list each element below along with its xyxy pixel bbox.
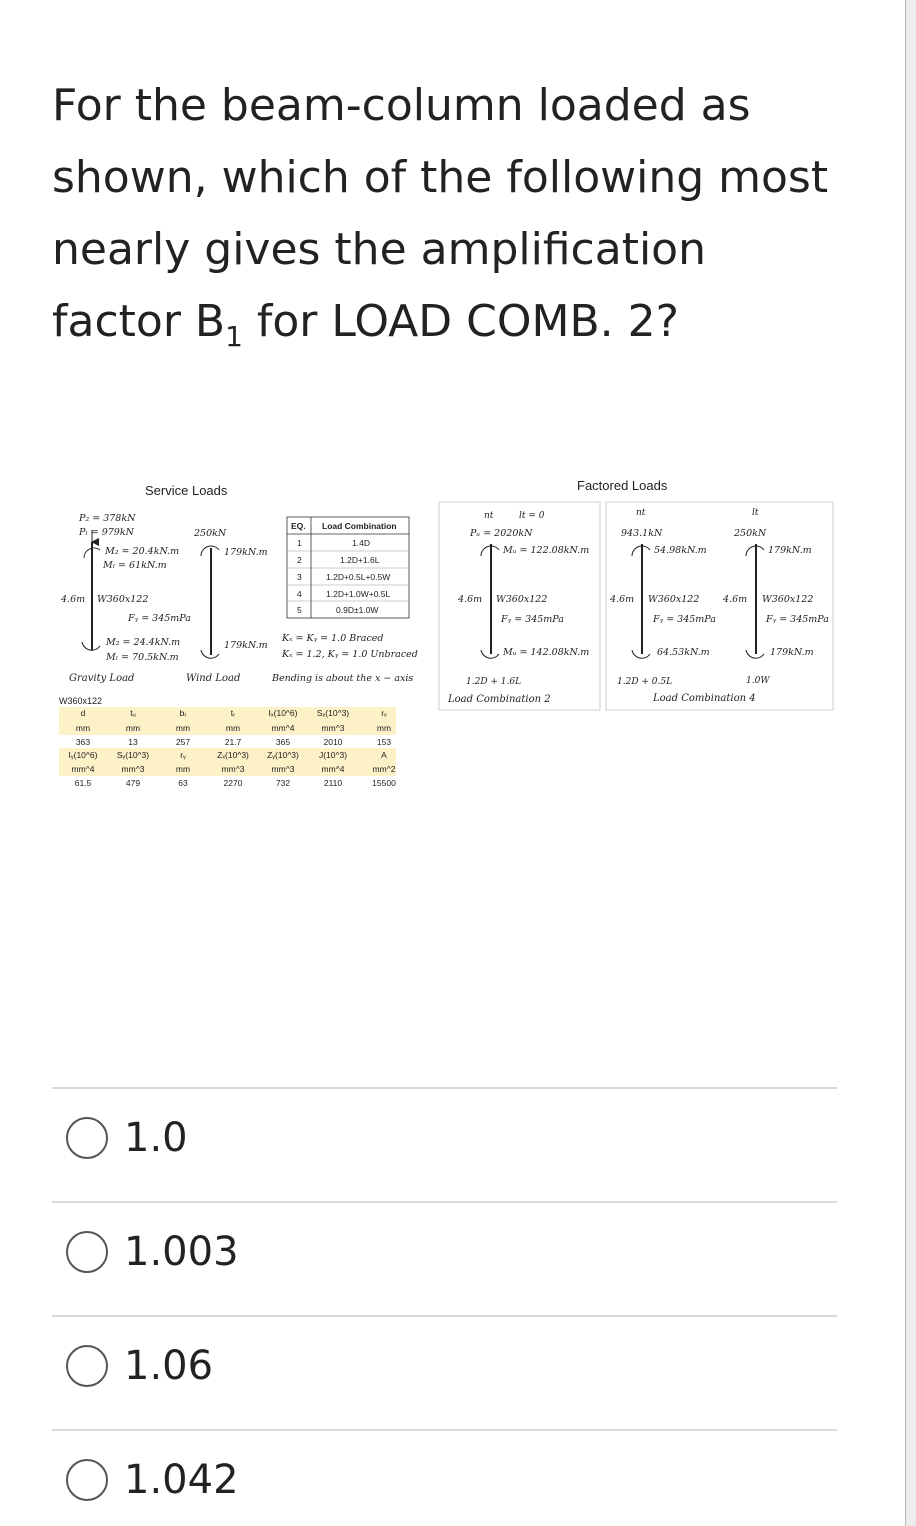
radio-icon[interactable] bbox=[66, 1459, 108, 1501]
gravity-ml-bot: Mₗ = 70.5kN.m bbox=[106, 652, 179, 663]
combo2-panel bbox=[439, 502, 600, 710]
option-2[interactable] bbox=[66, 1222, 239, 1282]
wind-m-bot: 179kN.m bbox=[224, 640, 268, 651]
prop-row2-value: 63 bbox=[178, 778, 188, 788]
prop-row1-value: 153 bbox=[376, 737, 392, 747]
k-braced: Kₓ = Kᵧ = 1.0 Braced bbox=[282, 633, 384, 644]
prop-row1-unit: mm bbox=[125, 723, 141, 733]
prop-row1-value: 2010 bbox=[323, 737, 343, 747]
radio-icon[interactable] bbox=[66, 1117, 108, 1159]
table-combo-1: 1.4D bbox=[352, 538, 370, 548]
load-combination-table bbox=[287, 517, 409, 618]
gravity-pd: P₂ = 378kN bbox=[79, 513, 136, 524]
prop-row1-label: Iₓ(10^6) bbox=[268, 708, 298, 718]
combo2-fy: Fᵧ = 345mPa bbox=[501, 614, 564, 625]
combo4-section-nt: W360x122 bbox=[648, 594, 700, 605]
gravity-section: W360x122 bbox=[97, 594, 149, 605]
prop-row2-unit: mm^4 bbox=[71, 764, 95, 774]
prop-row2-label: Iᵧ(10^6) bbox=[68, 750, 98, 760]
combo4-p-nt: 943.1kN bbox=[621, 528, 663, 539]
table-eq-3: 3 bbox=[297, 572, 302, 582]
prop-row1-unit: mm bbox=[75, 723, 91, 733]
prop-row2-label: J(10^3) bbox=[318, 750, 348, 760]
prop-row1-label: tᵤ bbox=[130, 708, 136, 718]
combo4-panel bbox=[606, 502, 833, 710]
prop-row2-value: 479 bbox=[125, 778, 141, 788]
gravity-md-top: M₂ = 20.4kN.m bbox=[105, 546, 180, 557]
prop-row1-unit: mm bbox=[175, 723, 191, 733]
prop-row1-value: 257 bbox=[175, 737, 191, 747]
prop-row2-label: Zₓ(10^3) bbox=[217, 750, 249, 760]
prop-row1-label: bᵣ bbox=[179, 708, 187, 718]
combo4-m-nt-top: 54.98kN.m bbox=[654, 545, 707, 556]
prop-row2-value: 732 bbox=[275, 778, 291, 788]
divider bbox=[52, 1429, 837, 1431]
prop-row2-value: 2270 bbox=[223, 778, 243, 788]
prop-row1-unit: mm bbox=[376, 723, 392, 733]
section-properties bbox=[59, 696, 396, 788]
combo2-length: 4.6m bbox=[458, 594, 483, 605]
prop-row2-unit: mm^3 bbox=[271, 764, 295, 774]
option-1[interactable] bbox=[66, 1108, 188, 1168]
table-header-combo: Load Combination bbox=[322, 521, 397, 531]
radio-icon[interactable] bbox=[66, 1345, 108, 1387]
combo4-formula-nt: 1.2D + 0.5L bbox=[617, 677, 673, 687]
factored-loads-title: Factored Loads bbox=[577, 478, 668, 493]
prop-row1-unit: mm bbox=[225, 723, 241, 733]
prop-row1-label: d bbox=[80, 708, 86, 718]
prop-row1-value: 13 bbox=[128, 737, 138, 747]
prop-row2-unit: mm^2 bbox=[372, 764, 396, 774]
combo4-caption: Load Combination 4 bbox=[653, 693, 756, 704]
option-3[interactable] bbox=[66, 1336, 213, 1396]
prop-row2-label: Zᵧ(10^3) bbox=[267, 750, 299, 760]
problem-figure bbox=[0, 470, 905, 800]
prop-row2-label: Sᵧ(10^3) bbox=[116, 750, 150, 760]
prop-row1-value: 363 bbox=[75, 737, 91, 747]
gravity-fy: Fᵧ = 345mPa bbox=[128, 613, 191, 624]
table-combo-5: 0.9D±1.0W bbox=[336, 605, 379, 615]
wind-p: 250kN bbox=[194, 528, 227, 539]
table-combo-4: 1.2D+1.0W+0.5L bbox=[326, 589, 391, 599]
prop-row2-unit: mm bbox=[175, 764, 191, 774]
table-eq-5: 5 bbox=[297, 605, 302, 615]
option-label: 1.003 bbox=[124, 1229, 239, 1275]
prop-row1-unit: mm^3 bbox=[321, 723, 345, 733]
combo4-lt: lt bbox=[752, 508, 759, 518]
k-unbraced: Kₓ = 1.2, Kᵧ = 1.0 Unbraced bbox=[282, 649, 418, 660]
combo2-formula: 1.2D + 1.6L bbox=[466, 677, 522, 687]
combo2-nt: nt bbox=[484, 511, 494, 521]
combo2-caption: Load Combination 2 bbox=[448, 694, 551, 705]
option-label: 1.042 bbox=[124, 1457, 239, 1503]
wind-caption: Wind Load bbox=[186, 673, 241, 684]
combo4-p-lt: 250kN bbox=[734, 528, 767, 539]
gravity-load-diagram bbox=[60, 513, 191, 684]
section-name: W360x122 bbox=[59, 696, 103, 706]
prop-row2-label: A bbox=[381, 750, 387, 760]
prop-row1-value: 21.7 bbox=[224, 737, 242, 747]
prop-row2-unit: mm^3 bbox=[221, 764, 245, 774]
combo4-fy-nt: Fᵧ = 345mPa bbox=[653, 614, 716, 625]
divider-top bbox=[52, 1087, 837, 1089]
table-eq-1: 1 bbox=[297, 538, 302, 548]
wind-m-top: 179kN.m bbox=[224, 547, 268, 558]
prop-row1-label: rₓ bbox=[381, 708, 387, 718]
prop-row1-value: 365 bbox=[275, 737, 291, 747]
table-eq-2: 2 bbox=[297, 555, 302, 565]
wind-load-diagram bbox=[186, 528, 268, 684]
prop-row2-value: 15500 bbox=[372, 778, 396, 788]
combo4-m-nt-bot: 64.53kN.m bbox=[657, 647, 710, 658]
table-combo-3: 1.2D+0.5L+0.5W bbox=[326, 572, 391, 582]
prop-row2-unit: mm^4 bbox=[321, 764, 345, 774]
gravity-caption: Gravity Load bbox=[69, 673, 135, 684]
combo4-formula-lt: 1.0W bbox=[746, 676, 770, 686]
scrollbar-track[interactable] bbox=[906, 0, 916, 1526]
combo2-section: W360x122 bbox=[496, 594, 548, 605]
bending-note: Bending is about the x − axis bbox=[272, 673, 414, 684]
gravity-ml-top: Mₗ = 61kN.m bbox=[103, 560, 167, 571]
radio-icon[interactable] bbox=[66, 1231, 108, 1273]
combo2-mu-bot: Mᵤ = 142.08kN.m bbox=[503, 647, 590, 658]
combo4-m-lt-top: 179kN.m bbox=[768, 545, 812, 556]
table-eq-4: 4 bbox=[297, 589, 302, 599]
gravity-pl: Pₗ = 979kN bbox=[79, 527, 134, 538]
prop-row1-unit: mm^4 bbox=[271, 723, 295, 733]
combo2-lt: lt = 0 bbox=[519, 511, 545, 521]
combo4-nt: nt bbox=[636, 508, 646, 518]
combo4-fy-lt: Fᵧ = 345mPa bbox=[766, 614, 829, 625]
table-combo-2: 1.2D+1.6L bbox=[340, 555, 380, 565]
option-4[interactable] bbox=[66, 1450, 239, 1510]
question-subscript: 1 bbox=[225, 320, 243, 353]
prop-row1-label: Sₓ(10^3) bbox=[316, 708, 350, 718]
combo4-m-lt-bot: 179kN.m bbox=[770, 647, 814, 658]
combo4-section-lt: W360x122 bbox=[762, 594, 814, 605]
table-header-eq: EQ. bbox=[291, 521, 306, 531]
option-label: 1.06 bbox=[124, 1343, 214, 1389]
divider bbox=[52, 1315, 837, 1317]
prop-row1-label: tᵣ bbox=[230, 708, 236, 718]
prop-row2-label: rᵧ bbox=[180, 750, 186, 760]
prop-row2-value: 61.5 bbox=[74, 778, 92, 788]
divider bbox=[52, 1201, 837, 1203]
question-text: For the beam-column loaded as shown, which of the following most nearly gives the amplification factor $B_1$ for LOAD COMB. 2? bbox=[52, 80, 829, 353]
combo2-mu-top: Mᵤ = 122.08kN.m bbox=[503, 545, 590, 556]
prop-row2-value: 2110 bbox=[323, 778, 343, 788]
gravity-md-bot: M₂ = 24.4kN.m bbox=[106, 637, 181, 648]
combo2-pu: Pᵤ = 2020kN bbox=[470, 528, 533, 539]
service-loads-title: Service Loads bbox=[145, 483, 228, 498]
combo4-length-lt: 4.6m bbox=[723, 594, 748, 605]
option-label: 1.0 bbox=[124, 1115, 188, 1161]
gravity-length: 4.6m bbox=[61, 594, 86, 605]
prop-row2-unit: mm^3 bbox=[121, 764, 145, 774]
combo4-length-nt: 4.6m bbox=[610, 594, 635, 605]
